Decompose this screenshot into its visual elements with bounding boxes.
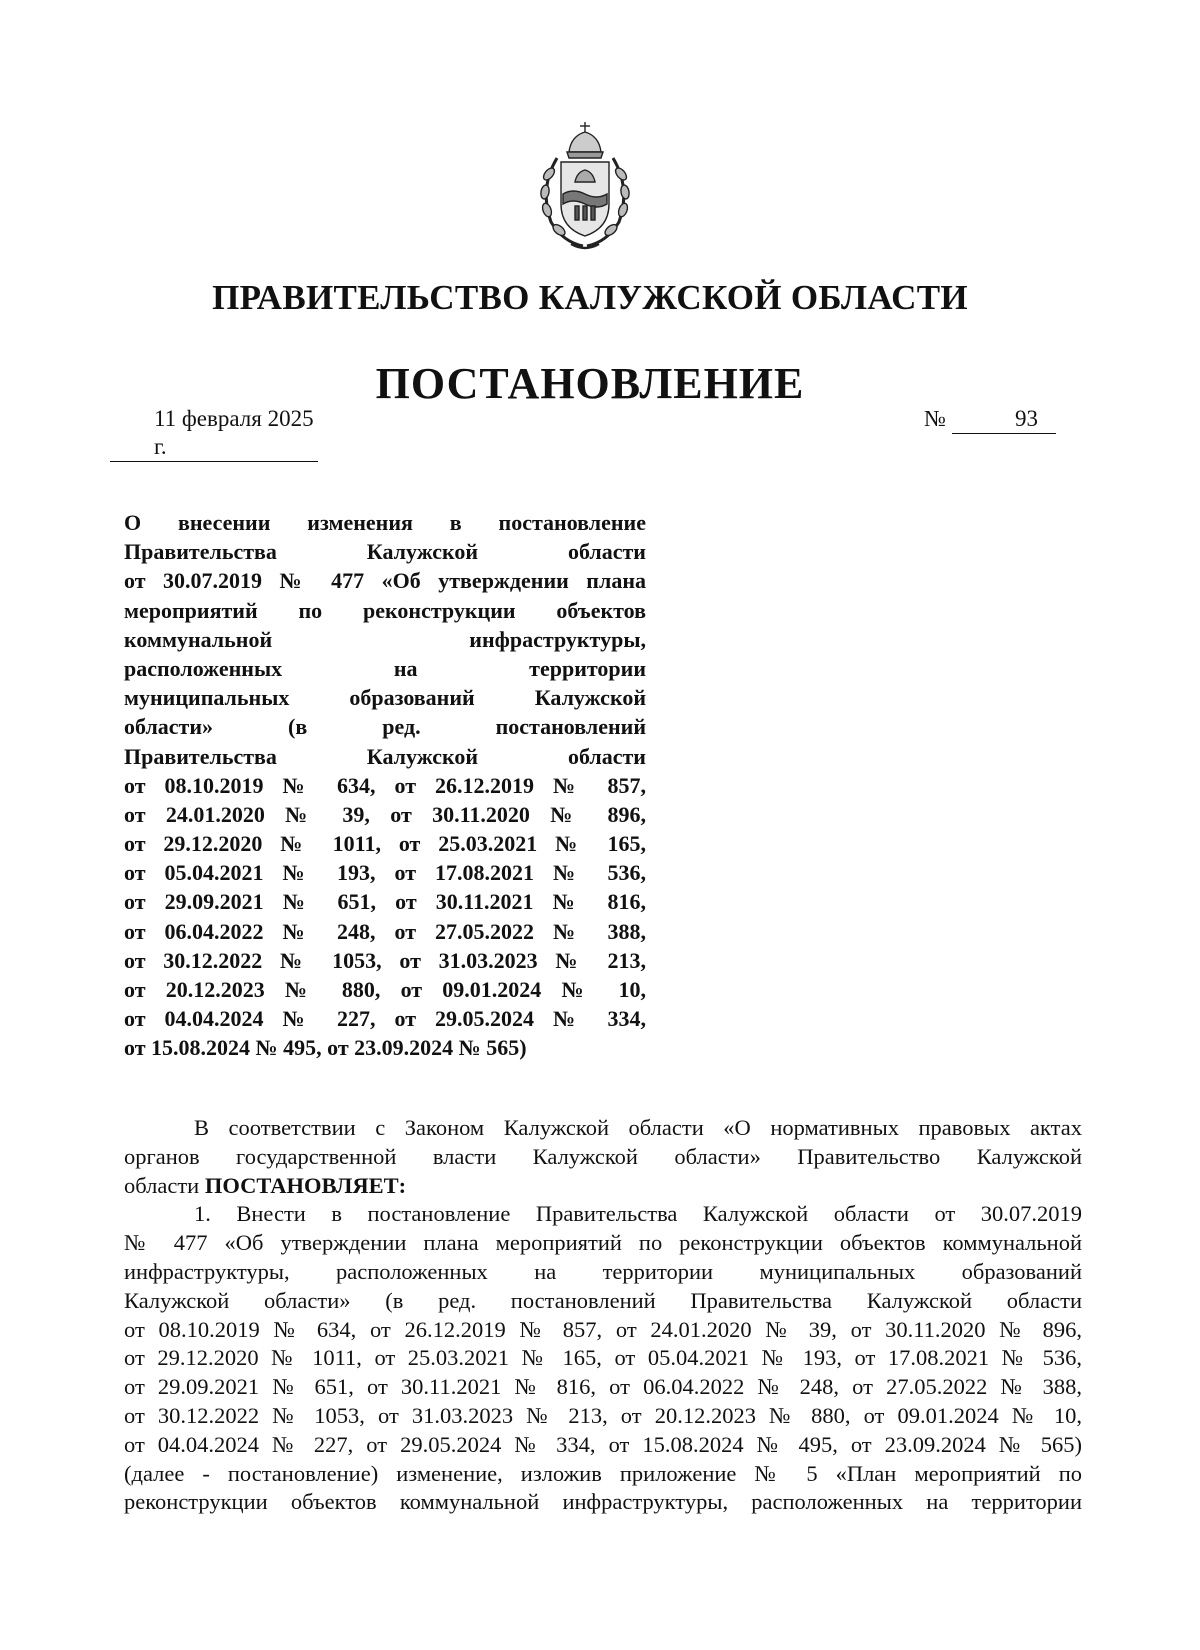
subject-line: от 15.08.2024 № 495, от 23.09.2024 № 565) xyxy=(124,1035,527,1061)
subject-line: от 30.07.2019 № 477 «Об утверждении плана xyxy=(124,568,646,594)
government-title: ПРАВИТЕЛЬСТВО КАЛУЖСКОЙ ОБЛАСТИ xyxy=(212,278,968,317)
item-line: от 29.09.2021 № 651, от 30.11.2021 № 816, от 06.04.2022 № 248, от 27.05.2022 № 388, xyxy=(124,1374,1082,1400)
item-line: реконструкции объектов коммунальной инфраструктуры, расположенных на территории xyxy=(124,1489,1082,1515)
subject-line: Правительства Калужской области xyxy=(124,539,646,565)
item-line: (далее - постановление) изменение, изложив приложение № 5 «План мероприятий по xyxy=(124,1460,1082,1486)
subject-line: коммунальной инфраструктуры, xyxy=(124,626,646,652)
preamble-line: В соответствии с Законом Калужской области «О нормативных правовых актах xyxy=(194,1115,1082,1140)
subject-line: от 04.04.2024 № 227, от 29.05.2024 № 334, xyxy=(124,1006,646,1032)
item-line: № 477 «Об утверждении плана мероприятий по реконструкции объектов коммунальной xyxy=(124,1230,1082,1256)
item-line: Калужской области» (в ред. постановлений Правительства Калужской области xyxy=(124,1287,1082,1313)
document-type-heading: ПОСТАНОВЛЕНИЕ xyxy=(375,359,805,408)
subject-line: Правительства Калужской области xyxy=(124,743,646,769)
preamble-line xyxy=(124,1172,1082,1201)
preamble-line: органов государственной власти Калужской области» Правительство Калужской xyxy=(124,1143,1082,1169)
item-line: от 08.10.2019 № 634, от 26.12.2019 № 857, от 24.01.2020 № 39, от 30.11.2020 № 896, xyxy=(124,1316,1082,1342)
document-number: 93 xyxy=(952,405,1056,434)
item-line: от 04.04.2024 № 227, от 29.05.2024 № 334, от 15.08.2024 № 495, от 23.09.2024 № 565) xyxy=(124,1431,1082,1457)
document-body xyxy=(124,1114,1082,1517)
item-line: от 30.12.2022 № 1053, от 31.03.2023 № 213, от 20.12.2023 № 880, от 09.01.2024 № 10, xyxy=(124,1402,1082,1428)
preamble-prefix: области xyxy=(124,1172,205,1198)
subject-line: расположенных на территории xyxy=(124,655,646,681)
subject-line: от 29.09.2021 № 651, от 30.11.2021 № 816, xyxy=(124,889,646,915)
item-line: 1. Внести в постановление Правительства Калужской области от 30.07.2019 xyxy=(194,1201,1082,1227)
item-line: инфраструктуры, расположенных на территории муниципальных образований xyxy=(124,1258,1082,1284)
subject-line: муниципальных образований Калужской xyxy=(124,685,646,711)
subject-line: от 06.04.2022 № 248, от 27.05.2022 № 388, xyxy=(124,918,646,944)
subject-line: мероприятий по реконструкции объектов xyxy=(124,597,646,623)
document-subject xyxy=(124,508,646,1063)
item-line: от 29.12.2020 № 1011, от 25.03.2021 № 165, от 05.04.2021 № 193, от 17.08.2021 № 536, xyxy=(124,1345,1082,1371)
subject-line: области» (в ред. постановлений xyxy=(124,714,646,740)
subject-line: от 29.12.2020 № 1011, от 25.03.2021 № 165, xyxy=(124,831,646,857)
coat-of-arms-emblem xyxy=(525,118,645,254)
resolves-keyword: ПОСТАНОВЛЯЕТ: xyxy=(204,1172,407,1198)
subject-line: О внесении изменения в постановление xyxy=(124,510,646,535)
subject-line: от 20.12.2023 № 880, от 09.01.2024 № 10, xyxy=(124,977,646,1002)
subject-line: от 08.10.2019 № 634, от 26.12.2019 № 857, xyxy=(124,772,646,798)
subject-line: от 30.12.2022 № 1053, от 31.03.2023 № 213, xyxy=(124,947,646,973)
document-number-label: № xyxy=(924,406,946,431)
document-date: 11 февраля 2025 г. xyxy=(110,405,318,462)
subject-line: от 24.01.2020 № 39, от 30.11.2020 № 896, xyxy=(124,801,646,827)
subject-line: от 05.04.2021 № 193, от 17.08.2021 № 536, xyxy=(124,860,646,886)
